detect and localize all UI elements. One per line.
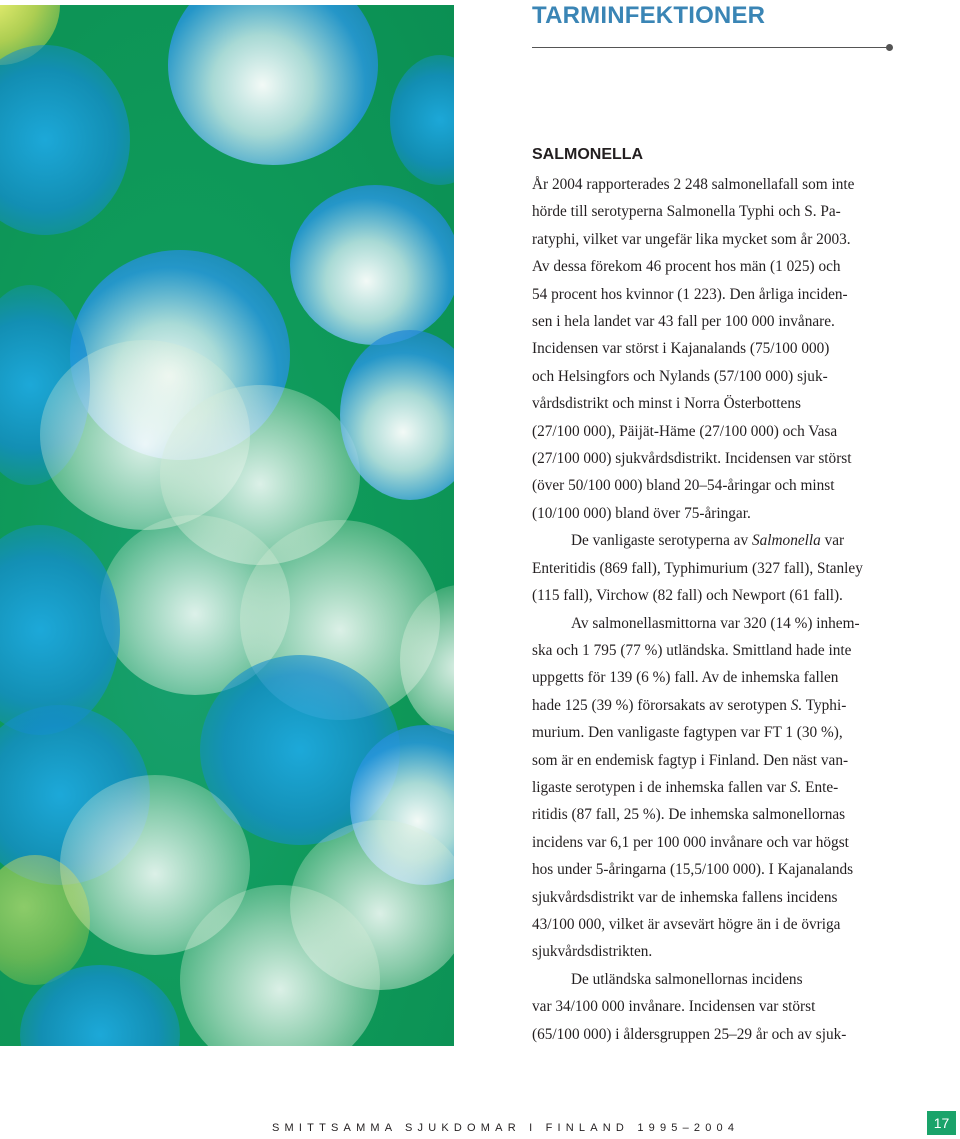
bokeh-circle: [168, 5, 378, 165]
text-run: Typhi-: [802, 696, 847, 714]
text-line: (27/100 000) sjukvårdsdistrikt. Incidensen var störst: [532, 450, 852, 468]
text-line: sen i hela landet var 43 fall per 100 000 invånare.: [532, 313, 835, 331]
text-line: hörde till serotyperna Salmonella Typhi och S. Pa-: [532, 203, 841, 221]
text-line: 54 procent hos kvinnor (1 223). Den årliga inciden-: [532, 285, 848, 303]
text-line: incidens var 6,1 per 100 000 invånare och var högst: [532, 833, 849, 851]
bokeh-photo: [0, 5, 454, 1046]
text-run: De vanligaste serotyperna av: [571, 532, 752, 550]
text-line: Incidensen var störst i Kajanalands (75/100 000): [532, 340, 830, 358]
text-line: och Helsingfors och Nylands (57/100 000) sjuk-: [532, 367, 828, 385]
text-line: 43/100 000, vilket är avsevärt högre än i de övriga: [532, 915, 841, 933]
text-line: (över 50/100 000) bland 20–54-åringar och minst: [532, 477, 835, 495]
running-footer: SMITTSAMMA SJUKDOMAR I FINLAND 1995–2004: [272, 1122, 740, 1134]
text-line: hos under 5-åringarna (15,5/100 000). I Kajanalands: [532, 861, 854, 879]
text-line: [532, 774, 894, 801]
text-line: (27/100 000), Päijät-Häme (27/100 000) och Vasa: [532, 422, 838, 440]
text-line: vårdsdistrikt och minst i Norra Österbottens: [532, 395, 801, 413]
text-line: Enteritidis (869 fall), Typhimurium (327 fall), Stanley: [532, 559, 863, 577]
text-line: murium. Den vanligaste fagtypen var FT 1 (30 %),: [532, 724, 843, 742]
bokeh-circle: [390, 55, 454, 185]
body-text: [532, 171, 894, 1048]
text-run: hade 125 (39 %) förorsakats av serotypen: [532, 696, 791, 714]
header-rule: [532, 47, 888, 48]
bokeh-circle: [290, 185, 454, 345]
italic-term: S.: [789, 778, 802, 796]
text-line: uppgetts för 139 (6 %) fall. Av de inhemska fallen: [532, 669, 839, 687]
text-run: var: [820, 532, 845, 550]
header-rule-dot: [886, 44, 893, 51]
section-heading: SALMONELLA: [532, 146, 644, 163]
text-line: sjukvårdsdistrikt var de inhemska fallens incidens: [532, 888, 838, 906]
text-line: Av dessa förekom 46 procent hos män (1 025) och: [532, 258, 841, 276]
text-line: som är en endemisk fagtyp i Finland. Den näst van-: [532, 751, 849, 769]
text-run: Ente-: [801, 778, 839, 796]
text-line: [532, 527, 894, 554]
page-number-badge: 17: [927, 1111, 956, 1135]
text-line: De utländska salmonellornas incidens: [571, 970, 803, 988]
italic-term: Salmonella: [751, 532, 821, 550]
text-line: ritidis (87 fall, 25 %). De inhemska salmonellornas: [532, 806, 846, 824]
text-line: sjukvårdsdistrikten.: [532, 943, 653, 961]
bokeh-circle: [0, 525, 120, 735]
text-line: ska och 1 795 (77 %) utländska. Smittland hade inte: [532, 641, 852, 659]
italic-term: S.: [790, 696, 803, 714]
text-line: ratyphi, vilket var ungefär lika mycket som år 2003.: [532, 230, 851, 248]
text-line: (65/100 000) i åldersgruppen 25–29 år och av sjuk-: [532, 1025, 847, 1043]
text-line: Av salmonellasmittorna var 320 (14 %) inhem-: [571, 614, 860, 632]
bokeh-circle: [0, 45, 130, 235]
text-line: [532, 692, 894, 719]
page-header-title: TARMINFEKTIONER: [532, 2, 766, 29]
text-line: (10/100 000) bland över 75-åringar.: [532, 504, 751, 522]
text-line: (115 fall), Virchow (82 fall) och Newport (61 fall).: [532, 587, 843, 605]
text-run: ligaste serotypen i de inhemska fallen var: [532, 778, 790, 796]
text-line: var 34/100 000 invånare. Incidensen var störst: [532, 998, 816, 1016]
text-line: År 2004 rapporterades 2 248 salmonellafall som inte: [532, 176, 855, 193]
